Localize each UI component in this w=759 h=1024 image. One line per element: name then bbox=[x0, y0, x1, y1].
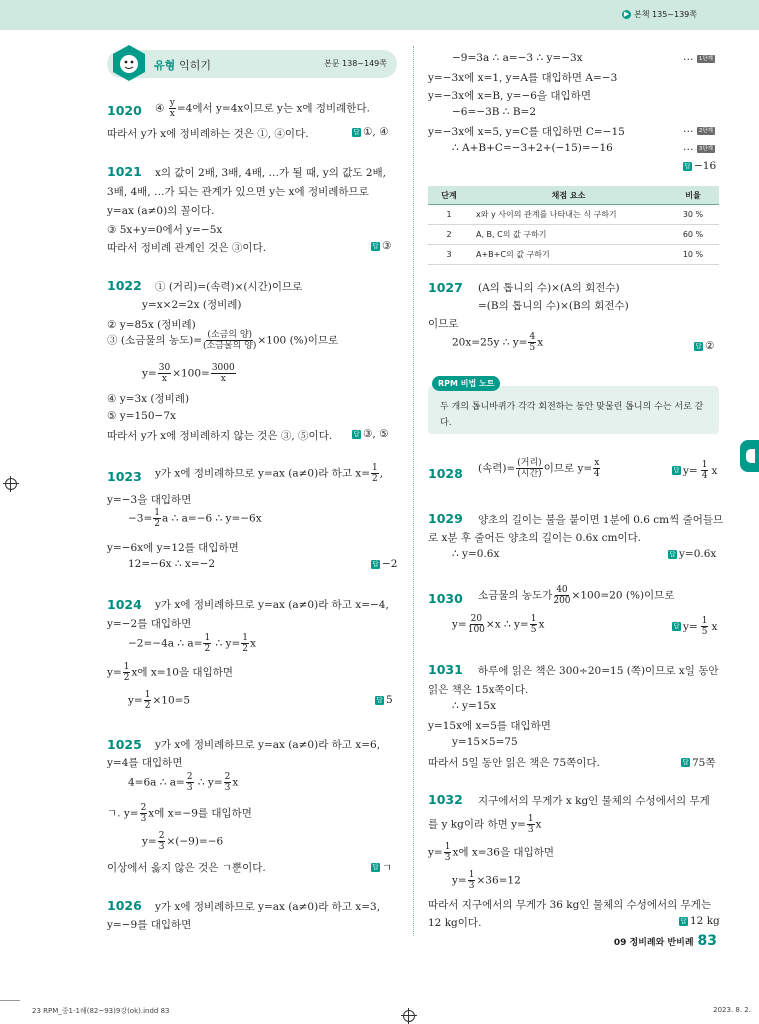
problem-line: ③ 5x+y=0에서 y=−5x bbox=[107, 224, 223, 236]
table-row bbox=[428, 245, 719, 265]
problem-number: 1026 bbox=[107, 898, 142, 913]
problem-line: ⑤ y=150−7x bbox=[107, 410, 176, 422]
problem-number: 1020 bbox=[107, 103, 142, 118]
problem-line: y=−3을 대입하면 bbox=[107, 494, 192, 506]
answer: 답 y= $\frac{1}{5}$ x bbox=[673, 616, 718, 637]
table-cell: 60 % bbox=[667, 225, 719, 245]
print-filename: 23 RPM_중1-1해(82~93)9강(ok).indd 83 bbox=[32, 1007, 170, 1015]
registration-mark-icon bbox=[403, 1010, 415, 1022]
problem-line: ④ $\frac{y}{x}$ =4에서 y=4x이므로 y는 x에 정비례한다. bbox=[155, 98, 370, 119]
answer-icon: 답 bbox=[669, 549, 676, 558]
answer-icon: 답 bbox=[353, 127, 360, 136]
problem-line: 따라서 5일 동안 읽은 책은 75쪽이다. bbox=[428, 757, 600, 769]
problem-line: 따라서 정비례 관계인 것은 ③이다. bbox=[107, 242, 267, 254]
problem-line: −2=−4a ∴ a= $\frac{1}{2}$ ∴ y= $\frac{1}{2}$ x bbox=[128, 633, 256, 654]
problem-number: 1030 bbox=[428, 591, 463, 606]
table-header-row bbox=[428, 186, 719, 205]
problem-number: 1032 bbox=[428, 792, 463, 807]
header-reference: ▶ 본책 135~139쪽 bbox=[623, 10, 697, 19]
problem-line: (속력)= $\frac{\text{(거리)}}{\text{(시간)}}$ 이므로 y= $\frac{x}{4}$ bbox=[478, 458, 600, 479]
table-row bbox=[428, 205, 719, 225]
problem-line: y= $\frac{20}{100}$ ×x ∴ y= $\frac{1}{5}$ x bbox=[452, 614, 545, 635]
fraction: $\frac{2}{3}$ bbox=[158, 831, 165, 852]
problem-number: 1029 bbox=[428, 511, 463, 526]
problem-line: 이상에서 옳지 않은 것은 ㄱ뿐이다. bbox=[107, 862, 266, 874]
tip-note-tag: RPM 비법 노트 bbox=[432, 376, 500, 391]
problem-line: ㄱ. y= $\frac{2}{3}$ x에 x=−9를 대입하면 bbox=[107, 803, 252, 824]
column-divider bbox=[413, 46, 414, 936]
problem-line: 이므로 bbox=[428, 318, 459, 330]
arrow-right-icon: ▶ bbox=[623, 10, 630, 18]
problem-line: y= $\frac{30}{x}$ ×100= $\frac{3000}{x}$ bbox=[142, 363, 235, 384]
fraction: $\frac{1}{2}$ bbox=[123, 662, 130, 683]
problem-line: y=−9를 대입하면 bbox=[107, 919, 192, 931]
fraction: $\frac{1}{2}$ bbox=[242, 633, 248, 654]
problem-number: 1022 bbox=[107, 278, 142, 293]
problem-line: 12=−6x ∴ x=−2 bbox=[128, 558, 216, 570]
problem-line: 12 kg이다. bbox=[428, 917, 482, 929]
answer-icon: 답 bbox=[372, 241, 379, 250]
problem-line: y= $\frac{1}{2}$ x에 x=10을 대입하면 bbox=[107, 662, 234, 683]
table-cell: 10 % bbox=[667, 245, 719, 265]
chapter-title: 09 정비례와 반비례 bbox=[613, 938, 694, 948]
answer-icon: 답 bbox=[372, 559, 379, 568]
fraction: $\frac{\text{(거리)}}{\text{(시간)}}$ bbox=[517, 458, 542, 479]
problem-line: −3= $\frac{1}{2}$ a ∴ a=−6 ∴ y=−6x bbox=[128, 508, 262, 529]
answer-icon: 답 bbox=[695, 341, 702, 350]
print-date: 2023. 8. 2. bbox=[713, 1006, 751, 1014]
grading-table bbox=[428, 186, 719, 265]
page-number: 83 bbox=[697, 933, 717, 949]
column-header: 단계 bbox=[428, 186, 470, 205]
fraction: $\frac{20}{100}$ bbox=[467, 614, 485, 635]
problem-line: y=15x에 x=5를 대입하면 bbox=[428, 720, 551, 732]
fraction: $\frac{x}{4}$ bbox=[593, 458, 600, 479]
answer-icon: 답 bbox=[682, 758, 689, 766]
table-cell: A+B+C의 값 구하기 bbox=[470, 245, 667, 265]
problem-line: x의 값이 2배, 3배, 4배, …가 될 때, y의 값도 2배, bbox=[155, 167, 386, 179]
problem-line: 따라서 y가 x에 정비례하지 않는 것은 ③, ⑤이다. bbox=[107, 430, 333, 442]
fraction: $\frac{1}{2}$ bbox=[204, 633, 211, 654]
step-marker: … 2단계 bbox=[683, 123, 713, 135]
problem-line: y=−3x에 x=1, y=A를 대입하면 A=−3 bbox=[428, 72, 618, 84]
problem-line: ③ (소금물의 농도)= $\frac{\text{(소금의 양)}}{\text{(소금물의 양)}}$ ×100 (%)이므로 bbox=[107, 330, 339, 351]
problem-line: y= $\frac{2}{3}$ ×(−9)=−6 bbox=[142, 831, 224, 852]
problem-line: −6=−3B ∴ B=2 bbox=[452, 106, 537, 118]
problem-number: 1031 bbox=[428, 662, 463, 677]
table-cell: A, B, C의 값 구하기 bbox=[470, 225, 667, 245]
answer: 답 y= $\frac{1}{4}$ x bbox=[673, 460, 718, 481]
answer: 답 ③, ⑤ bbox=[353, 428, 389, 440]
answer: 답 ② bbox=[695, 340, 715, 352]
problem-line: ① (거리)=(속력)×(시간)이므로 bbox=[155, 281, 303, 293]
fraction: $\frac{3000}{x}$ bbox=[211, 363, 235, 384]
fraction: $\frac{1}{5}$ bbox=[701, 616, 708, 637]
fraction: $\frac{30}{x}$ bbox=[158, 363, 171, 384]
problem-line: 하루에 읽은 책은 300÷20=15 (쪽)이므로 x일 동안 bbox=[478, 665, 719, 677]
problem-number: 1027 bbox=[428, 280, 463, 295]
crop-mark bbox=[0, 1000, 20, 1001]
answer: 답 5 bbox=[376, 694, 393, 706]
answer: 답 y=0.6x bbox=[669, 548, 717, 560]
problem-number: 1024 bbox=[107, 597, 142, 612]
problem-line: y가 x에 정비례하므로 y=ax (a≠0)라 하고 x=6, bbox=[155, 739, 381, 751]
fraction: $\frac{2}{3}$ bbox=[186, 772, 193, 793]
column-header: 비율 bbox=[667, 186, 719, 205]
table-cell: 30 % bbox=[667, 205, 719, 225]
problem-line: y= $\frac{1}{3}$ ×36=12 bbox=[452, 870, 521, 891]
answer: 답 75쪽 bbox=[682, 757, 716, 769]
problem-number: 1023 bbox=[107, 469, 142, 484]
answer: 답 12 kg bbox=[680, 915, 720, 927]
fraction: $\frac{1}{2}$ bbox=[372, 463, 378, 484]
fraction: $\frac{1}{3}$ bbox=[444, 842, 451, 863]
fraction: $\frac{1}{2}$ bbox=[154, 508, 161, 529]
problem-line: 4=6a ∴ a= $\frac{2}{3}$ ∴ y= $\frac{2}{3}$ x bbox=[128, 772, 239, 793]
fraction: $\frac{y}{x}$ bbox=[169, 98, 175, 119]
registration-mark-icon bbox=[5, 478, 17, 490]
problem-line: 20x=25y ∴ y= $\frac{4}{5}$ x bbox=[452, 332, 544, 353]
problem-line: y= $\frac{1}{3}$ x에 x=36을 대입하면 bbox=[428, 842, 555, 863]
answer: 답 −2 bbox=[372, 558, 398, 570]
answer: 답 ㄱ bbox=[372, 862, 393, 874]
column-header: 채점 요소 bbox=[470, 186, 667, 205]
problem-line: 소금물의 농도가 $\frac{40}{200}$ ×100=20 (%)이므로 bbox=[478, 585, 675, 606]
answer-icon: 답 bbox=[673, 466, 680, 474]
answer: 답 −16 bbox=[684, 160, 717, 172]
problem-line: y=−3x에 x=5, y=C를 대입하면 C=−15 bbox=[428, 126, 625, 138]
problem-line: y=4를 대입하면 bbox=[107, 757, 183, 769]
fraction: $\frac{40}{200}$ bbox=[553, 585, 571, 606]
problem-line: ∴ y=0.6x bbox=[452, 548, 500, 560]
step-marker: … 1단계 bbox=[683, 51, 713, 63]
step-marker: … 3단계 bbox=[683, 141, 713, 153]
problem-line: y=15×5=75 bbox=[452, 736, 518, 748]
answer-icon: 답 bbox=[376, 695, 383, 704]
problem-line: 읽은 책은 15x쪽이다. bbox=[428, 684, 529, 696]
answer-icon: 답 bbox=[684, 161, 691, 170]
fraction: $\frac{1}{3}$ bbox=[527, 814, 534, 835]
answer: 답 ③ bbox=[372, 240, 392, 252]
problem-line: 양초의 길이는 불을 붙이면 1분에 0.6 cm씩 줄어들므 bbox=[478, 514, 724, 526]
fraction: $\frac{\text{(소금의 양)}}{\text{(소금물의 양)}}$ bbox=[203, 330, 257, 351]
answer-icon: 답 bbox=[673, 622, 680, 630]
fraction: $\frac{2}{3}$ bbox=[140, 803, 147, 824]
problem-line: 3배, 4배, …가 되는 관계가 있으면 y는 x에 정비례하므로 bbox=[107, 186, 369, 198]
problem-line: ④ y=3x (정비례) bbox=[107, 393, 190, 405]
problem-line: 따라서 지구에서의 무게가 36 kg인 물체의 수성에서의 무게는 bbox=[428, 899, 712, 911]
table-row bbox=[428, 225, 719, 245]
problem-line: y=−3x에 x=B, y=−6을 대입하면 bbox=[428, 90, 591, 102]
fraction: $\frac{1}{5}$ bbox=[530, 614, 537, 635]
problem-line: =(B의 톱니의 수)×(B의 회전수) bbox=[478, 300, 629, 312]
problem-line: y가 x에 정비례하므로 y=ax (a≠0)라 하고 x=−4, bbox=[155, 599, 389, 611]
problem-line: ② y=85x (정비례) bbox=[107, 319, 196, 331]
answer-icon: 답 bbox=[372, 863, 379, 871]
fraction: $\frac{1}{4}$ bbox=[701, 460, 708, 481]
page-footer bbox=[614, 933, 717, 949]
answer-icon: 답 bbox=[353, 429, 360, 438]
problem-line: (A의 톱니의 수)×(A의 회전수) bbox=[478, 282, 620, 294]
tip-note-text: 두 개의 톱니바퀴가 각각 회전하는 동안 맞물린 톱니의 수는 서로 같다. bbox=[440, 402, 704, 428]
fraction: $\frac{1}{3}$ bbox=[468, 870, 475, 891]
problem-line: 따라서 y가 x에 정비례하는 것은 ①, ④이다. bbox=[107, 128, 309, 140]
fraction: $\frac{2}{3}$ bbox=[224, 772, 231, 793]
fraction: $\frac{4}{5}$ bbox=[529, 332, 536, 353]
mascot-icon bbox=[111, 44, 147, 82]
table-cell: 3 bbox=[428, 245, 470, 265]
table-cell: x와 y 사이의 관계를 나타내는 식 구하기 bbox=[470, 205, 667, 225]
problem-number: 1028 bbox=[428, 466, 463, 481]
problem-line: y= $\frac{1}{2}$ ×10=5 bbox=[128, 690, 191, 711]
problem-line: y가 x에 정비례하므로 y=ax (a≠0)라 하고 x=3, bbox=[155, 901, 381, 913]
problem-line: y=ax (a≠0)의 꼴이다. bbox=[107, 205, 215, 217]
fraction: $\frac{1}{2}$ bbox=[144, 690, 151, 711]
problem-line: 를 y kg이라 하면 y= $\frac{1}{3}$ x bbox=[428, 814, 542, 835]
table-cell: 1 bbox=[428, 205, 470, 225]
problem-number: 1021 bbox=[107, 164, 142, 179]
problem-line: y=x×2=2x (정비례) bbox=[142, 299, 242, 311]
problem-number: 1025 bbox=[107, 737, 142, 752]
problem-line: y=−2를 대입하면 bbox=[107, 618, 192, 630]
problem-line: 지구에서의 무게가 x kg인 물체의 수성에서의 무게 bbox=[478, 795, 710, 807]
type-banner-reference: 본문 138~149쪽 bbox=[324, 59, 387, 68]
problem-line: ∴ A+B+C=−3+2+(−15)=−16 bbox=[452, 142, 613, 154]
problem-line: −9=3a ∴ a=−3 ∴ y=−3x bbox=[452, 52, 583, 64]
problem-line: 로 x분 후 줄어든 양초의 길이는 0.6x cm이다. bbox=[428, 532, 642, 544]
chapter-side-tab-inner bbox=[746, 449, 755, 463]
table-cell: 2 bbox=[428, 225, 470, 245]
problem-line: y가 x에 정비례하므로 y=ax (a≠0)라 하고 x= $\frac{1}{2}$ , bbox=[155, 463, 384, 484]
type-banner-title: 유형 익히기 bbox=[154, 59, 211, 72]
problem-line: ∴ y=15x bbox=[452, 700, 497, 712]
answer: 답 ①, ④ bbox=[353, 126, 389, 138]
problem-line: y=−6x에 y=12를 대입하면 bbox=[107, 542, 239, 554]
answer-icon: 답 bbox=[680, 916, 687, 925]
